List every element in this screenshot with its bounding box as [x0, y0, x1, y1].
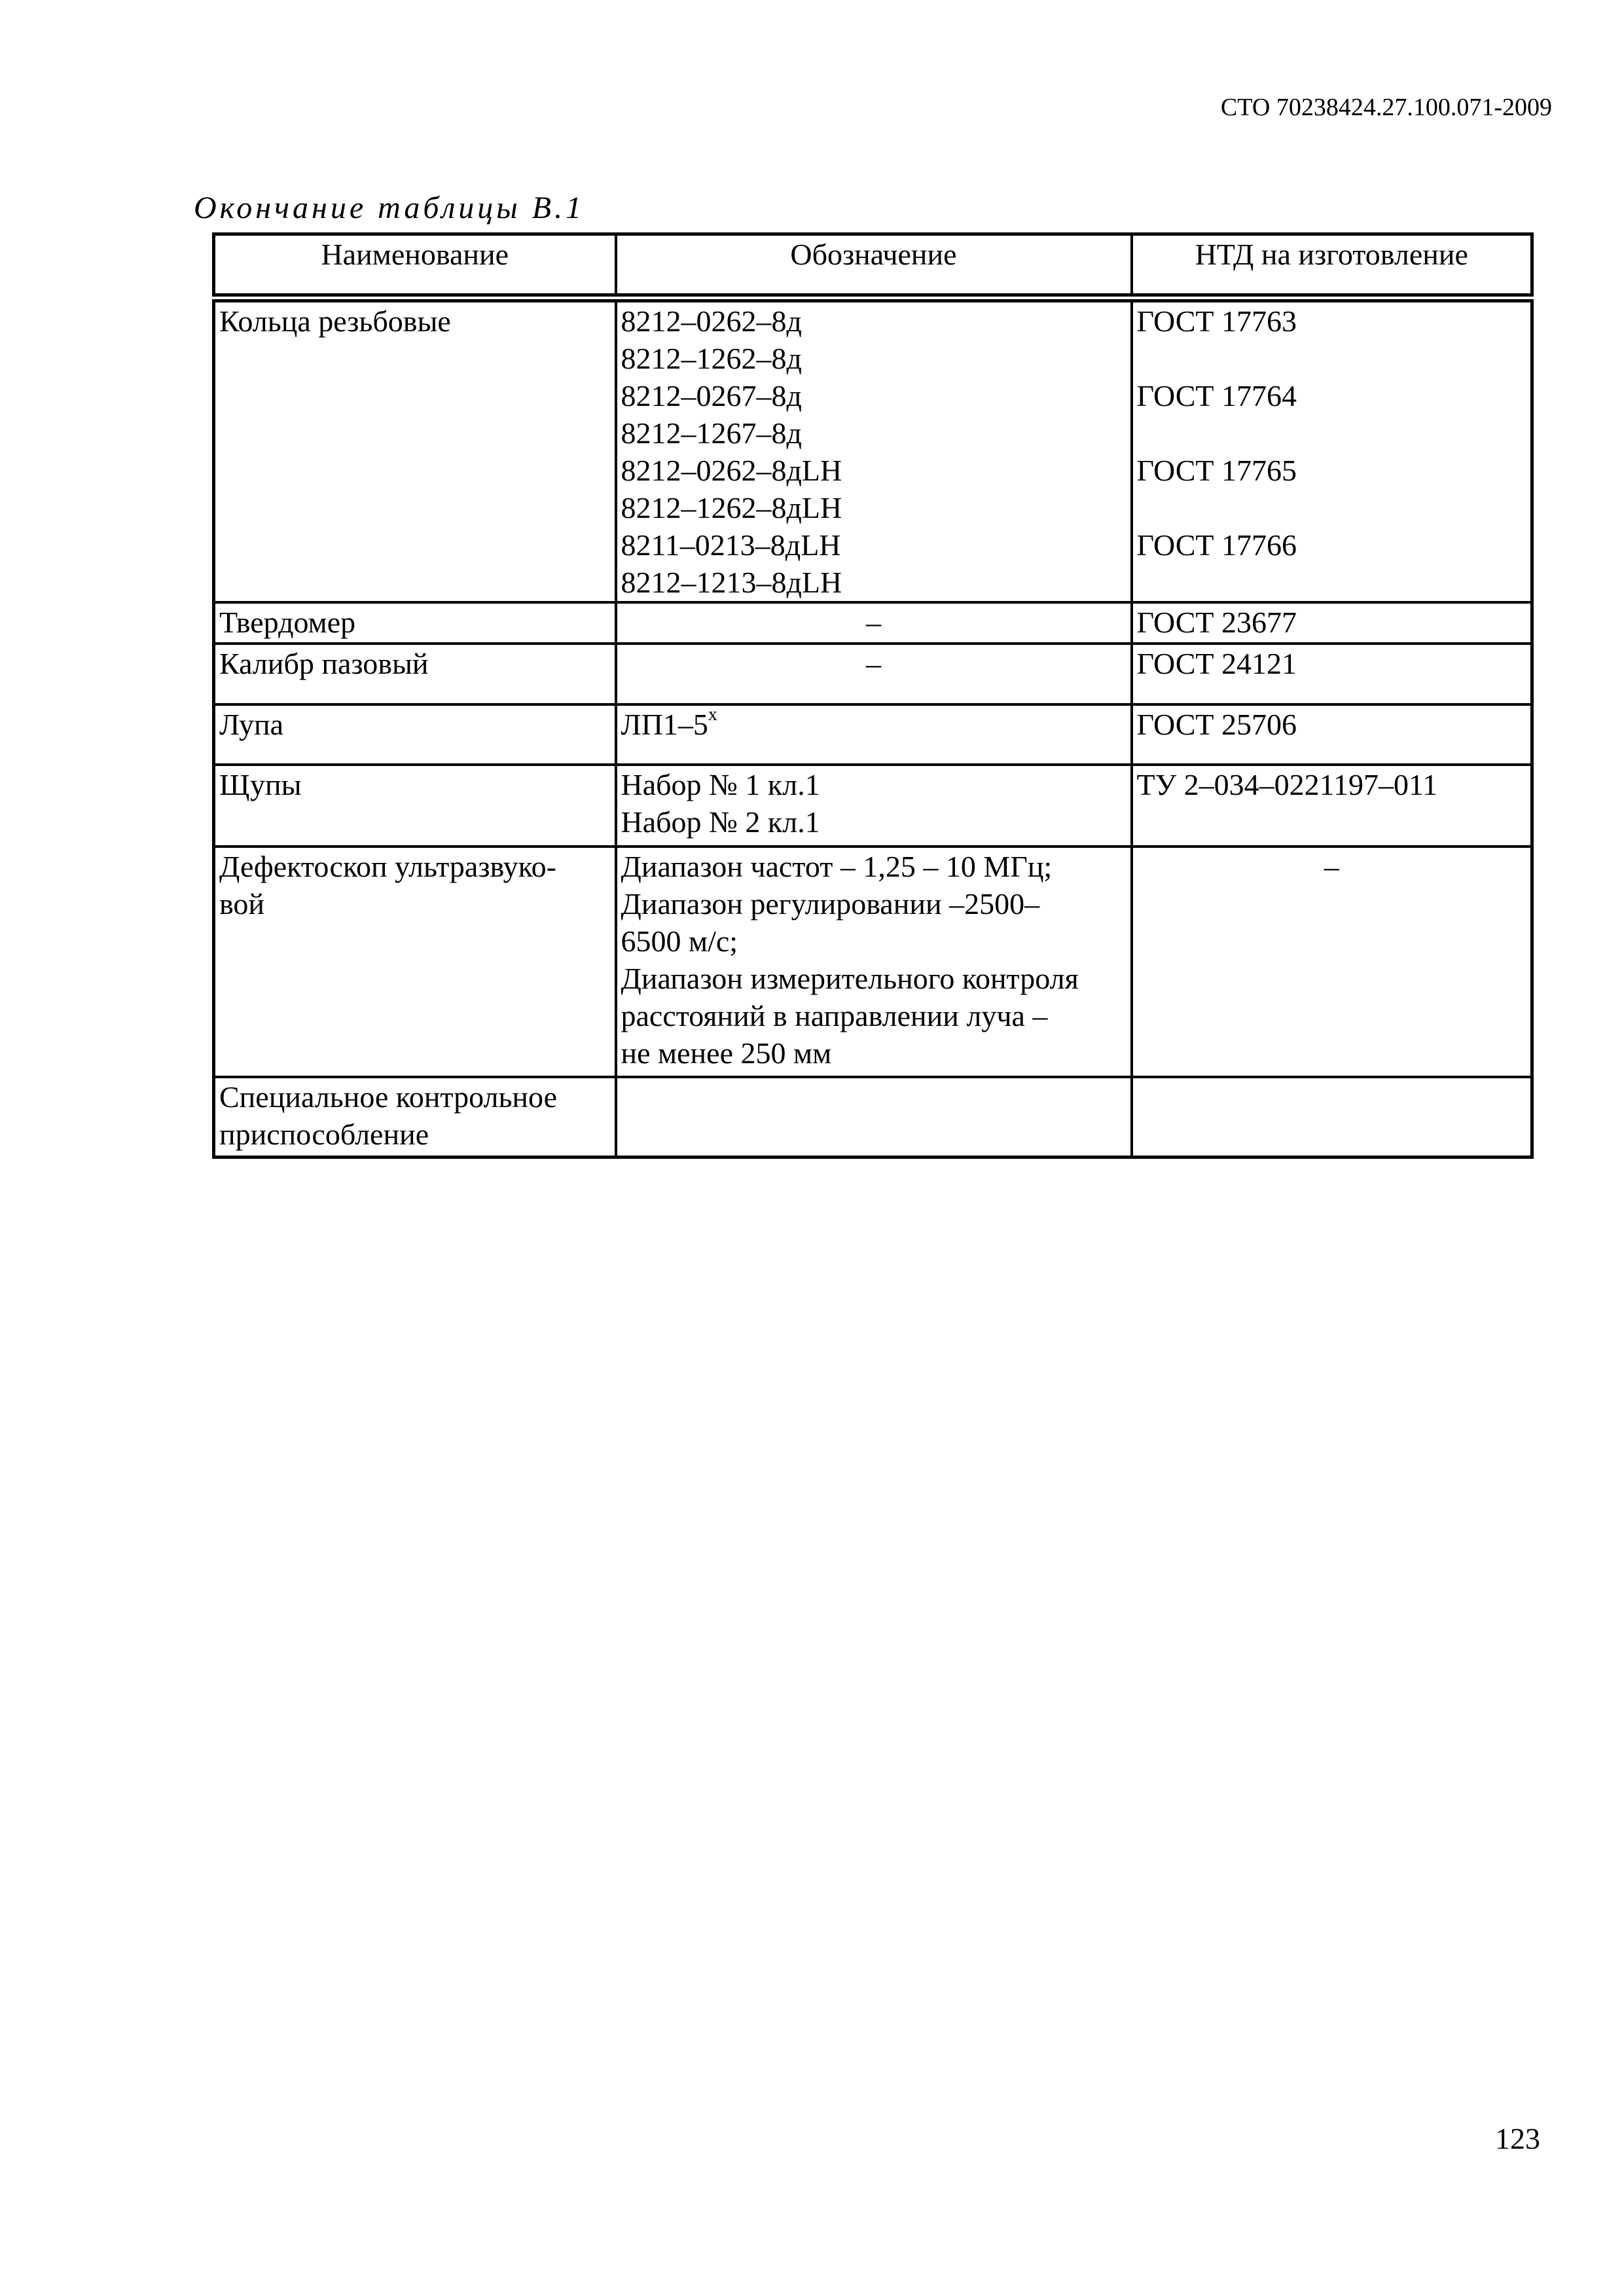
cell-standard — [1132, 1077, 1532, 1157]
page-number: 123 — [1495, 2122, 1540, 2155]
cell-name — [214, 298, 616, 602]
cell-line: ГОСТ 23677 — [1136, 606, 1297, 639]
cell-line: Набор № 2 кл.1 — [621, 805, 820, 839]
cell-line: 8212–1213–8дLH — [621, 566, 842, 599]
cell-line: ГОСТ 25706 — [1136, 708, 1297, 741]
cell-line: ТУ 2–034–0221197–011 — [1136, 768, 1438, 801]
line-gap — [1137, 414, 1527, 452]
cell-designation — [616, 1077, 1132, 1157]
cell-line: 8212–1262–8дLH — [621, 491, 842, 524]
cell-line: не менее 250 мм — [621, 1036, 832, 1070]
cell-designation — [616, 602, 1132, 644]
cell-line: 8212–1262–8д — [621, 342, 802, 375]
cell-name — [214, 644, 616, 704]
cell-line — [621, 706, 1127, 743]
line-gap — [1137, 340, 1527, 377]
cell-line: – — [1324, 850, 1339, 883]
cell-line: Лупа — [219, 708, 284, 741]
cell-standard — [1132, 298, 1532, 602]
column-header-designation: Обозначение — [616, 234, 1132, 299]
designation-text: ЛП1–5 — [621, 708, 708, 741]
cell-line: Кольца резьбовые — [219, 304, 451, 338]
table-row — [214, 704, 1532, 765]
cell-line: Специальное контрольное — [219, 1080, 558, 1114]
cell-standard — [1132, 602, 1532, 644]
cell-line: 8212–0262–8дLH — [621, 454, 842, 487]
spec-table — [212, 232, 1534, 1159]
cell-line: Диапазон измерительного контроля — [621, 962, 1079, 995]
cell-line: Набор № 1 кл.1 — [621, 768, 820, 801]
cell-name — [214, 602, 616, 644]
cell-line: Диапазон частот – 1,25 – 10 МГц; — [621, 850, 1053, 883]
cell-designation — [616, 298, 1132, 602]
table-row — [214, 298, 1532, 602]
cell-line: ГОСТ 24121 — [1136, 647, 1297, 680]
designation-superscript: х — [708, 704, 717, 725]
table-row — [214, 602, 1532, 644]
cell-line: ГОСТ 17766 — [1136, 528, 1297, 562]
line-gap — [1137, 489, 1527, 526]
cell-line: 8212–0267–8д — [621, 379, 802, 412]
document-code: СТО 70238424.27.100.071-2009 — [1220, 94, 1552, 121]
cell-line: ГОСТ 17765 — [1136, 454, 1297, 487]
cell-designation — [616, 847, 1132, 1077]
table-row — [214, 644, 1532, 704]
cell-line: ГОСТ 17763 — [1136, 304, 1297, 338]
cell-line: – — [866, 647, 881, 680]
cell-name — [214, 847, 616, 1077]
cell-line: 8212–1267–8д — [621, 416, 802, 450]
cell-line: – — [866, 606, 881, 639]
cell-designation — [616, 644, 1132, 704]
cell-line: расстояний в направлении луча – — [621, 999, 1048, 1032]
cell-name — [214, 1077, 616, 1157]
cell-line: 6500 м/с; — [621, 924, 738, 958]
cell-designation — [616, 765, 1132, 847]
table-row — [214, 847, 1532, 1077]
cell-line: Калибр пазовый — [219, 647, 429, 680]
cell-line: 8212–0262–8д — [621, 304, 802, 338]
cell-name — [214, 704, 616, 765]
table-header-row — [214, 234, 1532, 299]
table-row — [214, 1077, 1532, 1157]
cell-line: Диапазон регулировании –2500– — [621, 887, 1040, 920]
table-row — [214, 765, 1532, 847]
cell-designation — [616, 704, 1132, 765]
cell-line: вой — [219, 887, 265, 920]
cell-name — [214, 765, 616, 847]
cell-standard — [1132, 704, 1532, 765]
cell-line: Щупы — [219, 768, 302, 801]
column-header-name: Наименование — [214, 234, 616, 299]
cell-line: 8211–0213–8дLH — [621, 528, 841, 562]
cell-line: Дефектоскоп ультразвуко- — [219, 850, 556, 883]
column-header-standard: НТД на изготовление — [1132, 234, 1532, 299]
cell-line: ГОСТ 17764 — [1136, 379, 1297, 412]
cell-standard — [1132, 765, 1532, 847]
cell-standard — [1132, 644, 1532, 704]
table-caption: Окончание таблицы В.1 — [194, 191, 585, 225]
cell-standard — [1132, 847, 1532, 1077]
cell-line: Твердомер — [219, 606, 356, 639]
cell-line: приспособление — [219, 1118, 429, 1151]
